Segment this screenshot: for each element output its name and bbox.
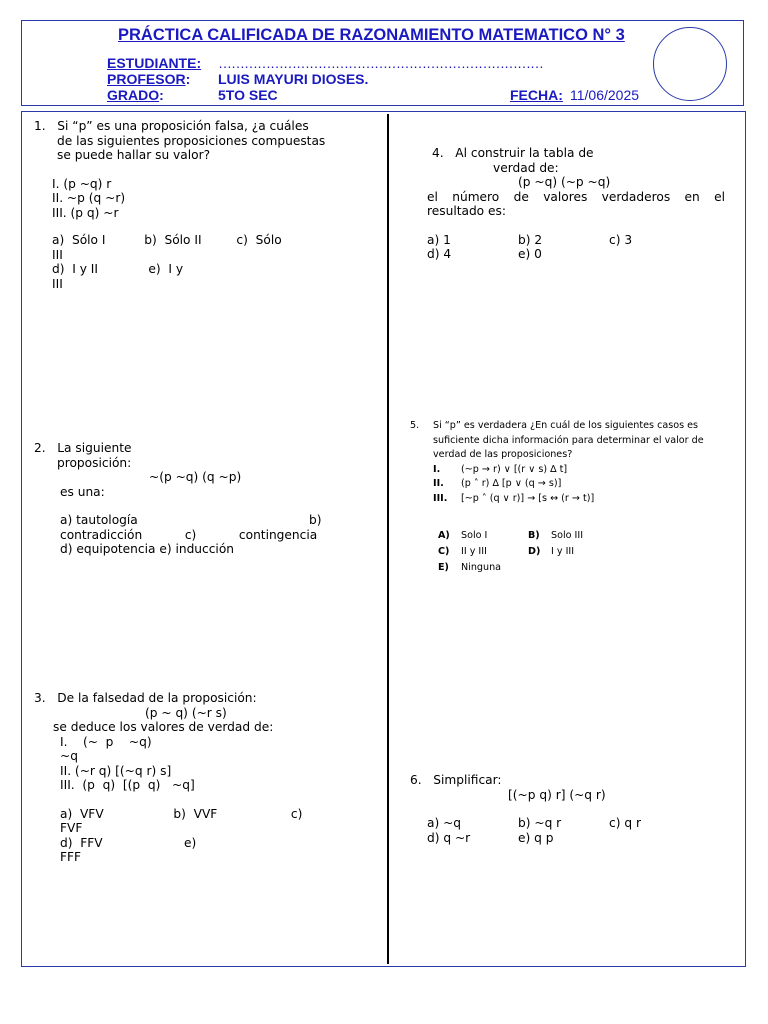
q2-options-line-2: contradicción c) contingencia — [60, 527, 318, 542]
q3-options-line-3: d) FFV e) — [60, 835, 197, 850]
q1-stem-line-2: de las siguientes proposiciones compuestas — [57, 133, 326, 148]
q5-options-row-1 — [410, 528, 742, 544]
q1-item-3: III. (p q) ~r — [52, 205, 119, 220]
q2-stem-line-2: proposición: — [57, 455, 132, 470]
q6-stem-line — [410, 773, 730, 788]
q3-options-line-4: FFF — [60, 850, 82, 864]
q2-stem-line-3: es una: — [60, 484, 105, 499]
q2-options-line-1 — [34, 513, 324, 528]
q6-stem-text: Simplificar: — [433, 773, 502, 787]
q2-option-a: a) tautología — [60, 513, 138, 527]
q5-option-a-label: A) — [438, 530, 450, 541]
q3-stem-line-2: se deduce los valores de verdad de: — [53, 720, 274, 734]
q4-option-a: a) 1 — [427, 232, 451, 247]
student-value: ………………………………………………………………… — [218, 55, 543, 71]
q3-formula: (p ~ q) (~r s) — [145, 705, 227, 720]
question-5 — [410, 419, 742, 576]
q5-item-2-text: (p ˄ r) ∆ [p ∨ (q → s)] — [461, 478, 562, 489]
q5-item-2-label: II. — [433, 478, 444, 489]
page-title: PRÁCTICA CALIFICADA DE RAZONAMIENTO MATEMATICO N° 3 — [118, 26, 625, 44]
header-box — [21, 20, 744, 106]
q1-item-1: I. (p ~q) r — [52, 176, 112, 191]
date-value: 11/06/2025 — [570, 87, 640, 103]
q4-stem-line-2: verdad de: — [493, 160, 559, 175]
q1-item-2: II. ~p (q ~r) — [52, 191, 126, 205]
q6-option-e: e) q p — [518, 830, 554, 845]
q4-formula: (p ~q) (~p ~q) — [518, 175, 611, 189]
q5-item-2 — [410, 477, 742, 492]
q5-stem-text-1: Si “p” es verdadera ¿En cuál de los siguientes casos es — [433, 420, 699, 431]
q6-option-d: d) q ~r — [427, 830, 471, 845]
q4-option-d: d) 4 — [427, 247, 452, 261]
q1-stem-line-1 — [34, 119, 364, 134]
grade-value: 5TO SEC — [218, 87, 278, 103]
q5-stem-line-2: suficiente dicha información para determinar el valor de — [433, 434, 704, 446]
q4-options-row-1 — [427, 233, 727, 248]
question-4 — [427, 146, 727, 262]
q5-option-e-text: Ninguna — [461, 562, 502, 573]
q3-options-line-2: FVF — [60, 821, 83, 835]
q5-stem-line-3: verdad de las proposiciones? — [433, 449, 573, 460]
q5-item-1-text: (~p → r) ∨ [(r ∨ s) ∆ t] — [461, 463, 568, 475]
q2-options-line-3: d) equipotencia e) inducción — [60, 542, 234, 556]
q4-number: 4. — [432, 146, 444, 160]
grade-circle — [653, 27, 727, 101]
q4-stem-line-4: resultado es: — [427, 204, 506, 218]
q2-stem-line-1 — [34, 441, 324, 456]
q3-stem-text-1: De la falsedad de la proposición: — [57, 691, 257, 705]
q5-option-a-text: Solo I — [461, 530, 488, 541]
q1-options-line-4: III — [52, 276, 63, 291]
q5-option-e-label: E) — [438, 562, 449, 573]
question-2 — [34, 441, 324, 557]
q3-item-1a: I. (~ p ~q) — [60, 734, 160, 749]
q1-stem-line-3: se puede hallar su valor? — [57, 148, 211, 162]
q3-stem-line-1 — [34, 691, 334, 706]
q6-number: 6. — [410, 773, 422, 787]
student-label: ESTUDIANTE: — [107, 55, 202, 71]
q4-option-c: c) 3 — [609, 232, 633, 247]
q1-options-line-1: a) Sólo I b) Sólo II c) Sólo — [52, 233, 282, 247]
q5-option-b-label: B) — [528, 530, 540, 541]
q6-formula: [(~p q) r] (~q r) — [508, 787, 606, 802]
q5-item-1 — [410, 463, 742, 478]
q5-item-3-label: III. — [433, 492, 448, 504]
q4-option-e: e) 0 — [518, 247, 542, 261]
q5-item-3 — [410, 492, 742, 507]
q6-options-row-1 — [410, 816, 730, 831]
question-3 — [34, 691, 334, 865]
q1-stem-text-1: Si “p” es una proposición falsa, ¿a cuáles — [57, 119, 309, 133]
q5-option-d-label: D) — [528, 546, 541, 557]
q4-stem-text-1: Al construir la tabla de — [455, 146, 594, 160]
q6-options-row-2 — [410, 831, 730, 846]
q3-item-1b: ~q — [60, 749, 78, 763]
q2-stem-text-1: La siguiente — [57, 441, 132, 455]
grade-colon: : — [159, 87, 164, 103]
q4-option-b: b) 2 — [518, 232, 543, 247]
column-divider — [387, 114, 389, 964]
q5-item-1-label: I. — [433, 463, 441, 475]
q4-options-row-2 — [427, 247, 727, 262]
q3-item-2: II. (~r q) [(~q r) s] — [60, 763, 172, 778]
q6-option-c: c) q r — [609, 816, 641, 830]
q4-stem-line-1 — [427, 146, 727, 161]
q2-option-b: b) — [309, 513, 322, 527]
q5-number: 5. — [410, 420, 420, 431]
teacher-value: LUIS MAYURI DIOSES. — [218, 71, 369, 87]
q5-item-3-text: [~p ˄ (q ∨ r)] → [s ↔ (r → t)] — [461, 492, 595, 504]
q5-stem-line-1 — [410, 419, 742, 434]
q4-stem-line-3: el número de valores verdaderos en el — [427, 189, 725, 204]
q5-options-row-2 — [410, 544, 742, 560]
q1-number: 1. — [34, 119, 46, 133]
grade-label-wrap — [107, 87, 164, 103]
q2-number: 2. — [34, 441, 46, 455]
q5-options-row-3 — [410, 560, 742, 576]
q3-number: 3. — [34, 691, 46, 705]
q3-options-line-1: a) VFV b) VVF c) — [60, 806, 303, 821]
teacher-colon: : — [185, 71, 191, 87]
q5-option-c-text: II y III — [461, 546, 487, 557]
q6-option-a: a) ~q — [427, 816, 462, 830]
question-1 — [34, 119, 364, 291]
question-6 — [410, 773, 730, 845]
q2-formula: ~(p ~q) (q ~p) — [149, 470, 242, 484]
grade-label: GRADO — [107, 87, 160, 103]
teacher-label-wrap — [107, 71, 190, 87]
q1-options-line-3: d) I y II e) I y — [52, 262, 184, 276]
q1-options-line-2: III — [52, 247, 63, 262]
date-label: FECHA: — [510, 87, 563, 103]
teacher-label: PROFESOR — [107, 71, 186, 87]
q5-option-b-text: Solo III — [551, 530, 584, 541]
q6-option-b: b) ~q r — [518, 816, 562, 830]
q5-option-c-label: C) — [438, 546, 450, 557]
q3-item-3: III. (p q) [(p q) ~q] — [60, 778, 195, 792]
q5-option-d-text: I y III — [551, 546, 575, 557]
